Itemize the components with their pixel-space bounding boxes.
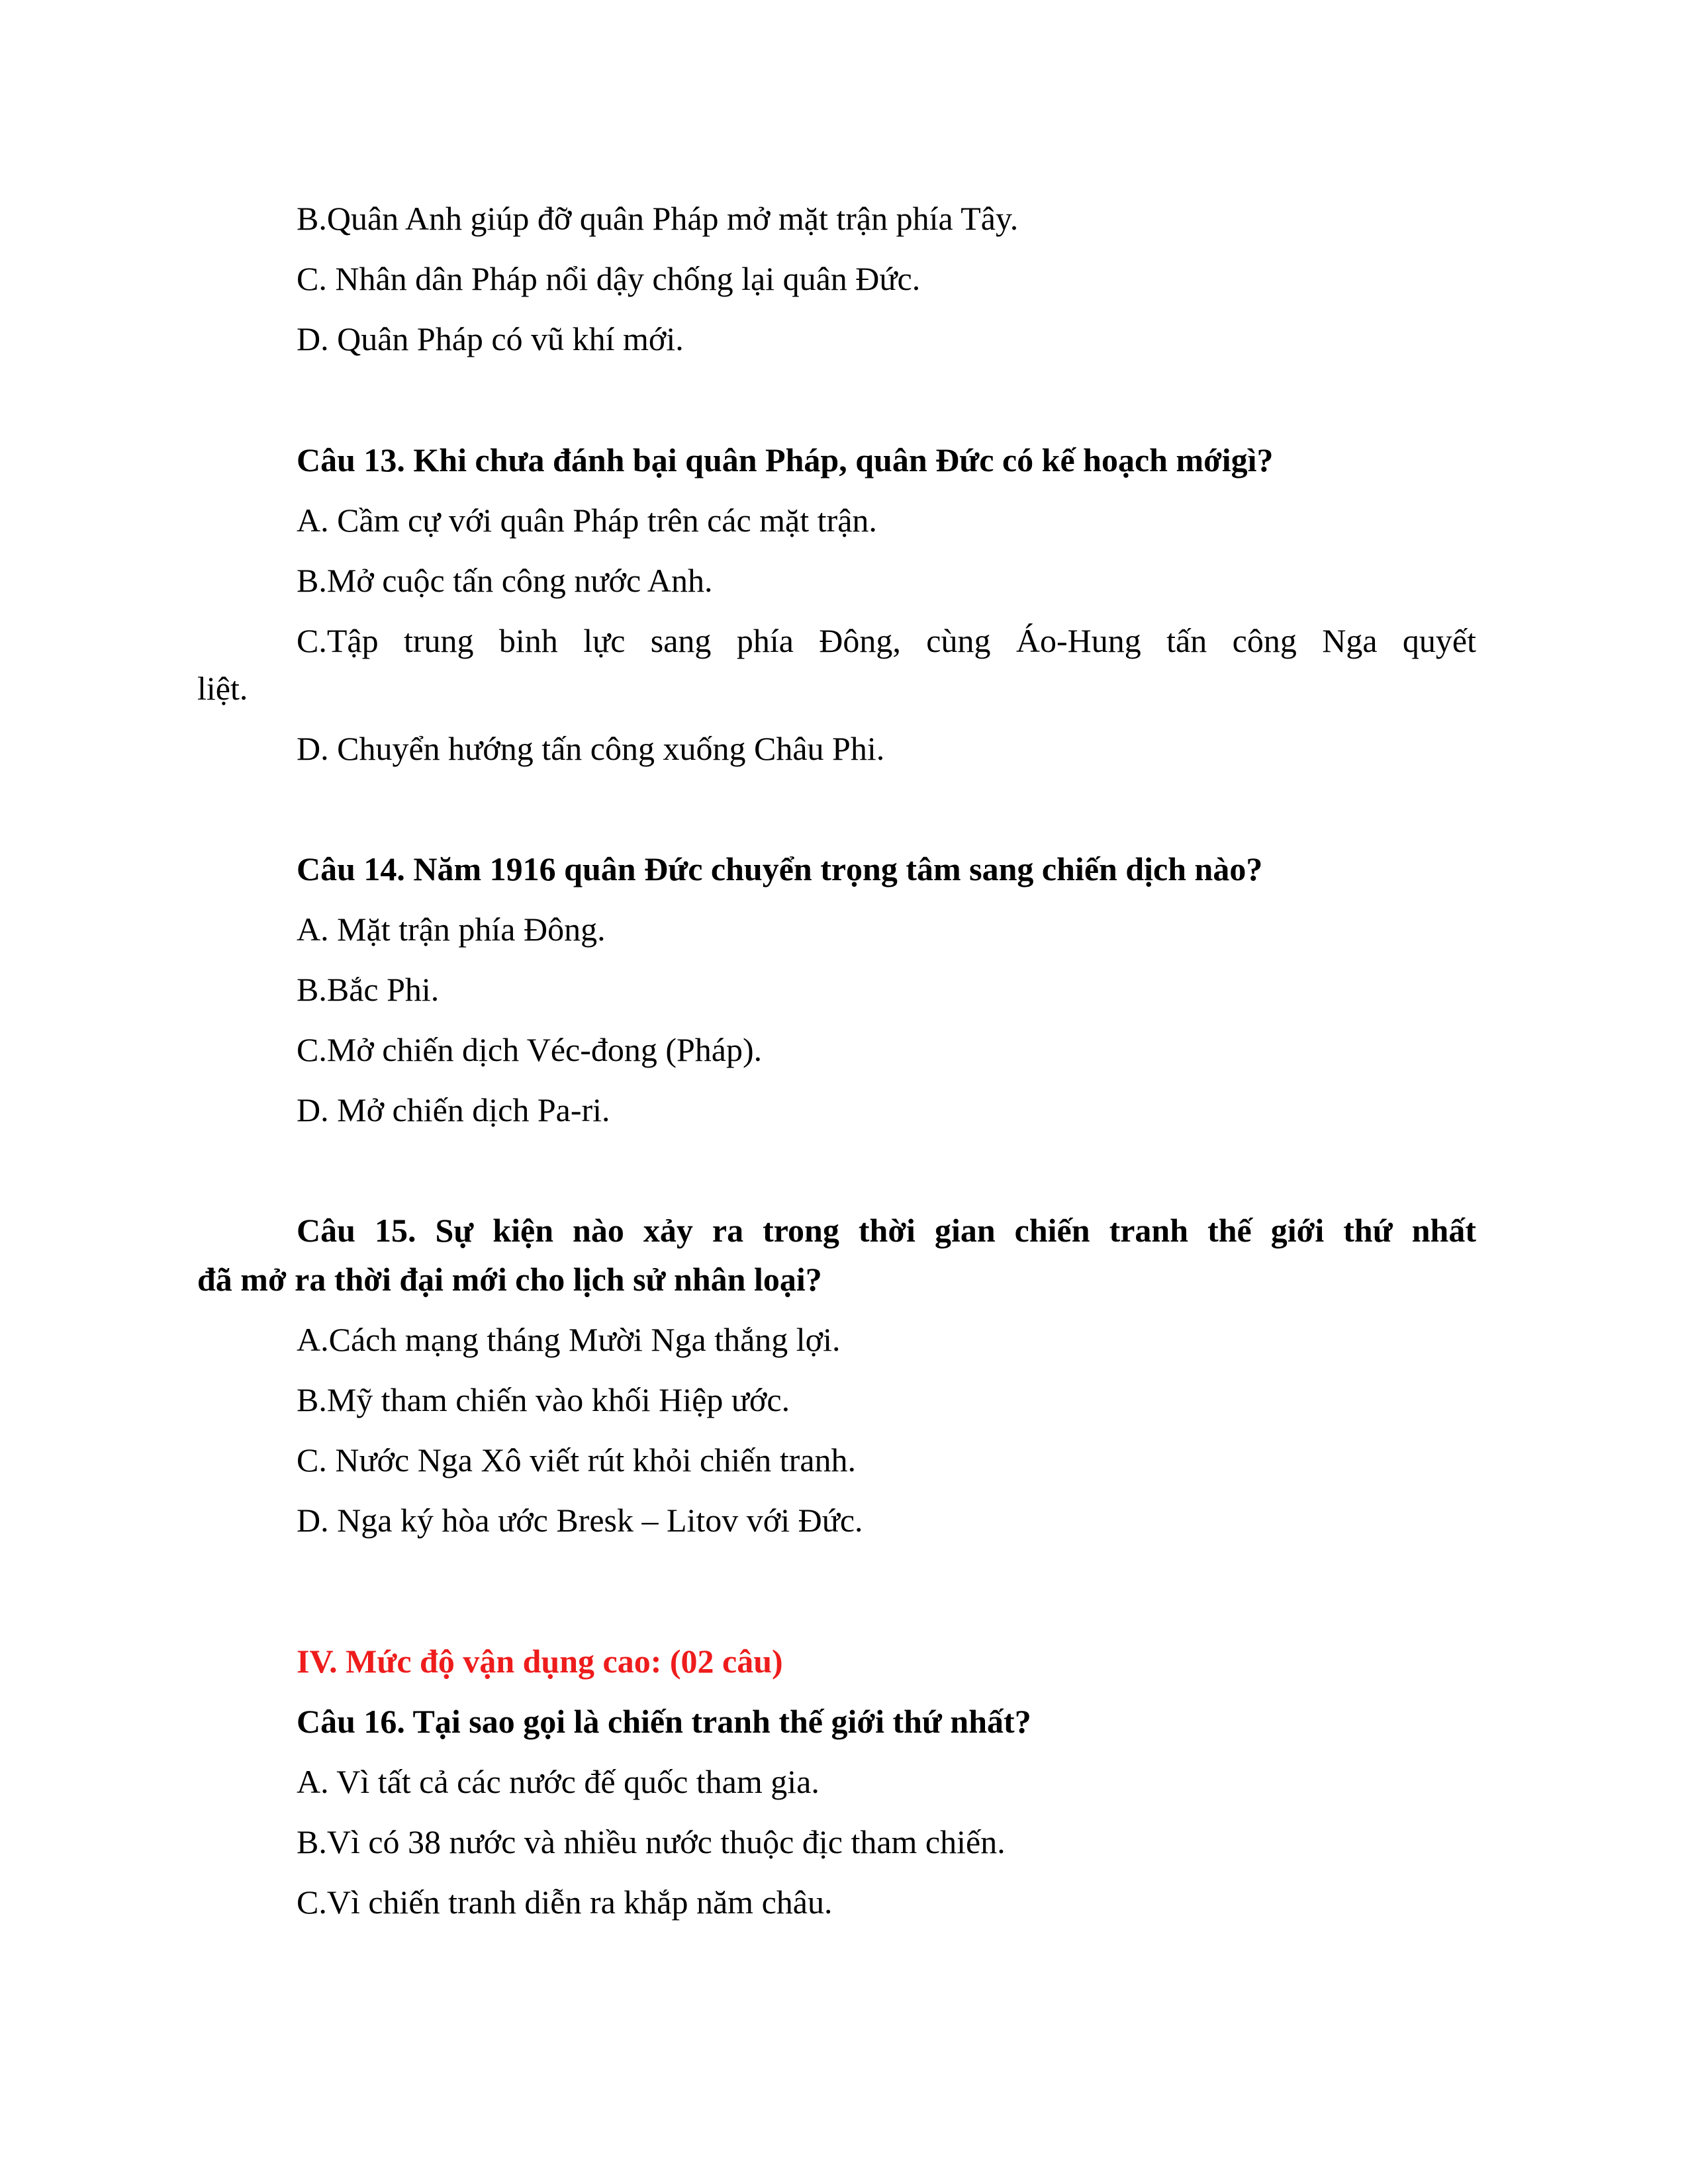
- question-16: Câu 16. Tại sao gọi là chiến tranh thế giới thứ nhất?: [297, 1703, 1031, 1740]
- q15-option-c: C. Nước Nga Xô viết rút khỏi chiến tranh.: [297, 1441, 857, 1479]
- question-14: Câu 14. Năm 1916 quân Đức chuyển trọng tâm sang chiến dịch nào?: [297, 850, 1263, 887]
- q16-option-c: C.Vì chiến tranh diễn ra khắp năm châu.: [297, 1884, 833, 1921]
- q14-option-d: D. Mở chiến dịch Pa-ri.: [297, 1091, 610, 1128]
- q13-option-a: A. Cầm cự với quân Pháp trên các mặt trận.: [297, 502, 877, 539]
- q14-option-a: A. Mặt trận phía Đông.: [297, 911, 606, 948]
- q13-option-d: D. Chuyển hướng tấn công xuống Châu Phi.: [297, 730, 885, 767]
- q15-option-a: A.Cách mạng tháng Mười Nga thắng lợi.: [297, 1321, 841, 1358]
- q13-option-c-continued: liệt.: [197, 670, 248, 707]
- q12-option-b: B.Quân Anh giúp đỡ quân Pháp mở mặt trận phía Tây.: [297, 200, 1019, 237]
- q14-option-c: C.Mở chiến dịch Véc-đong (Pháp).: [297, 1031, 763, 1068]
- q12-option-d: D. Quân Pháp có vũ khí mới.: [297, 320, 684, 357]
- question-15: Câu 15. Sự kiện nào xảy ra trong thời gian chiến tranh thế giới thứ nhất: [297, 1212, 1476, 1249]
- question-15-continued: đã mở ra thời đại mới cho lịch sử nhân loại?: [197, 1261, 822, 1298]
- q13-option-c: C.Tập trung binh lực sang phía Đông, cùng Áo-Hung tấn công Nga quyết: [297, 622, 1476, 659]
- q13-option-b: B.Mở cuộc tấn công nước Anh.: [297, 562, 713, 599]
- q15-option-b: B.Mỹ tham chiến vào khối Hiệp ước.: [297, 1381, 790, 1418]
- q14-option-b: B.Bắc Phi.: [297, 971, 440, 1008]
- q16-option-b: B.Vì có 38 nước và nhiều nước thuộc địc tham chiến.: [297, 1823, 1006, 1860]
- q12-option-c: C. Nhân dân Pháp nổi dậy chống lại quân Đức.: [297, 260, 921, 297]
- q16-option-a: A. Vì tất cả các nước đế quốc tham gia.: [297, 1763, 820, 1800]
- question-13: Câu 13. Khi chưa đánh bại quân Pháp, quân Đức có kế hoạch mớigì?: [297, 441, 1274, 478]
- q15-option-d: D. Nga ký hòa ước Bresk – Litov với Đức.: [297, 1502, 863, 1539]
- section-heading-iv: IV. Mức độ vận dụng cao: (02 câu): [297, 1643, 783, 1680]
